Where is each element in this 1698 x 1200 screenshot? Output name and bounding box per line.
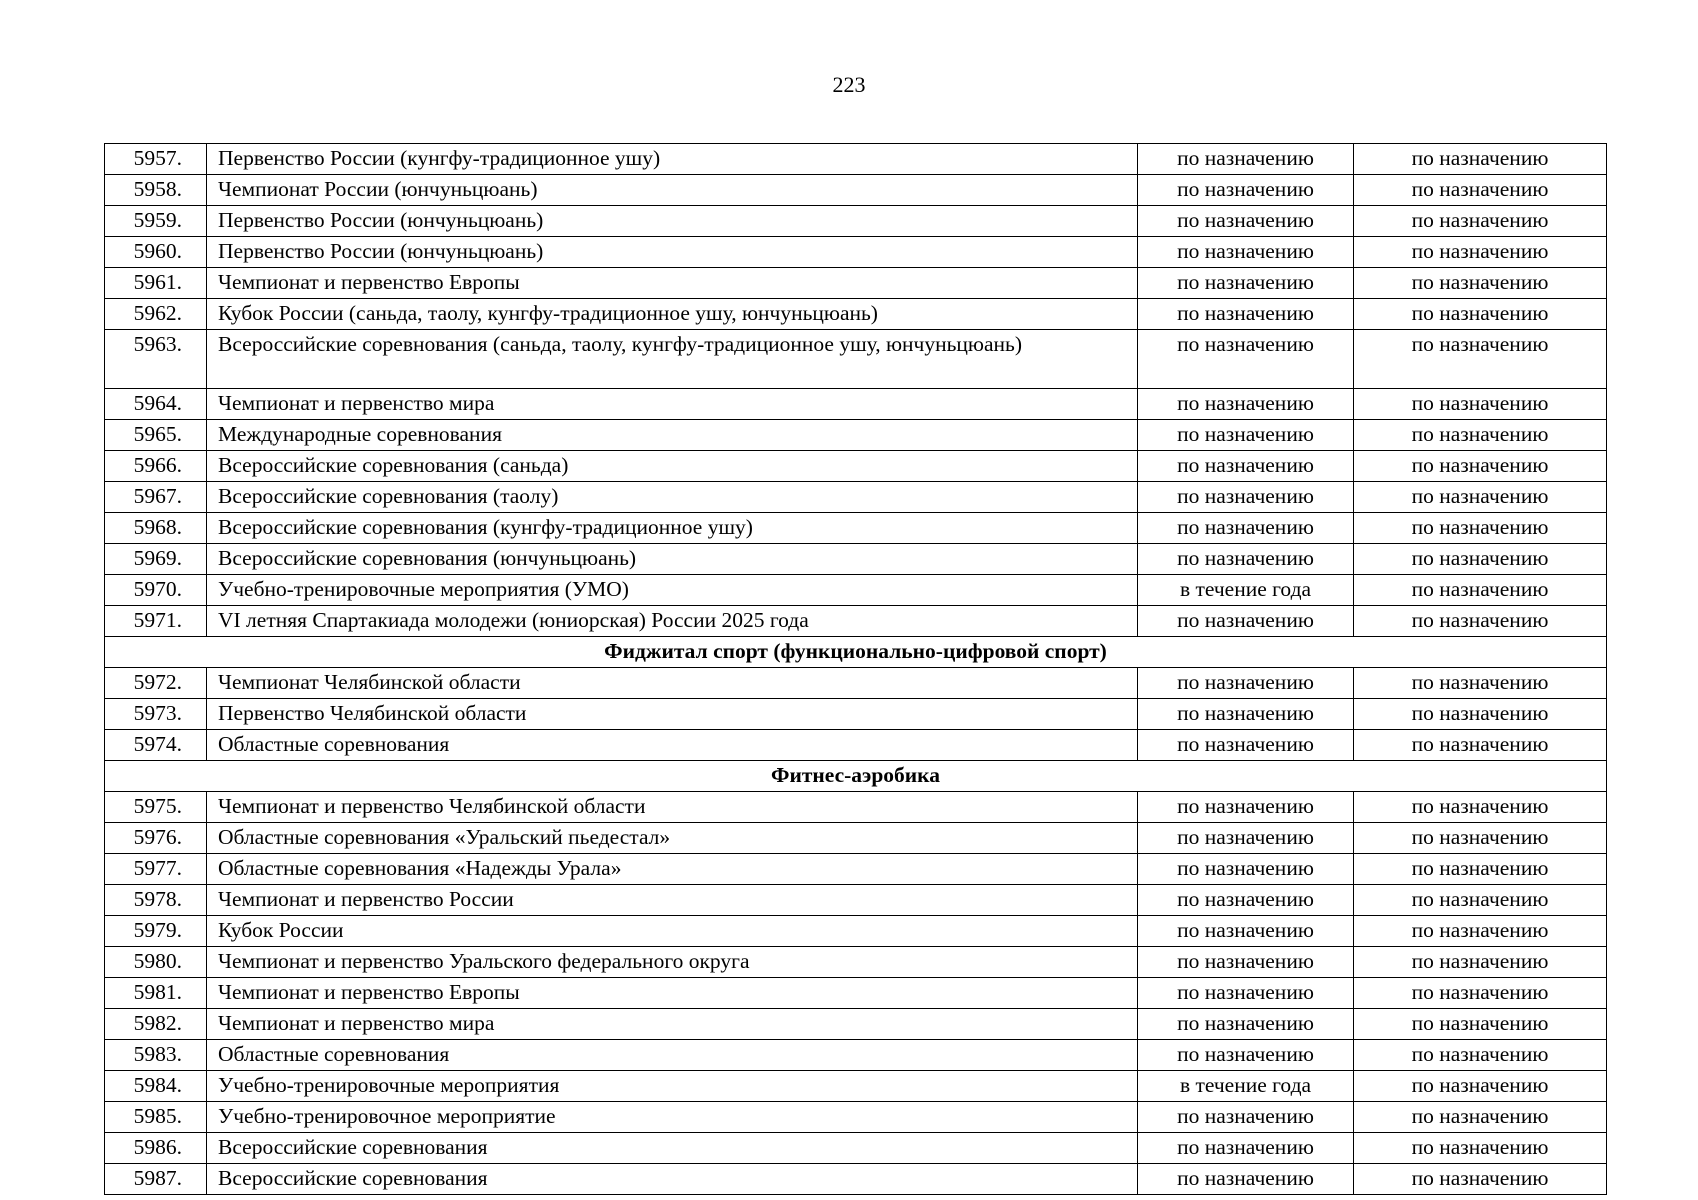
event-date: по назначению	[1138, 885, 1354, 916]
event-name: Всероссийские соревнования (таолу)	[207, 482, 1138, 513]
event-name: Международные соревнования	[207, 420, 1138, 451]
row-number: 5959.	[105, 206, 207, 237]
event-name: Всероссийские соревнования (саньда, таолу, кунгфу-традиционное ушу, юнчуньцюань)	[207, 330, 1138, 389]
table-row	[105, 978, 1607, 1009]
row-number: 5962.	[105, 299, 207, 330]
event-date: по назначению	[1138, 389, 1354, 420]
row-number: 5986.	[105, 1133, 207, 1164]
event-place: по назначению	[1354, 389, 1607, 420]
row-number: 5961.	[105, 268, 207, 299]
event-date: в течение года	[1138, 1071, 1354, 1102]
row-number: 5957.	[105, 144, 207, 175]
event-name: Учебно-тренировочные мероприятия (УМО)	[207, 575, 1138, 606]
event-name: VI летняя Спартакиада молодежи (юниорская) России 2025 года	[207, 606, 1138, 637]
section-header-row	[105, 761, 1607, 792]
section-header-row	[105, 637, 1607, 668]
table-row	[105, 916, 1607, 947]
row-number: 5975.	[105, 792, 207, 823]
table-row	[105, 668, 1607, 699]
event-name: Чемпионат и первенство мира	[207, 389, 1138, 420]
table-row	[105, 389, 1607, 420]
event-date: по назначению	[1138, 854, 1354, 885]
table-row	[105, 206, 1607, 237]
event-name: Всероссийские соревнования	[207, 1133, 1138, 1164]
row-number: 5987.	[105, 1164, 207, 1195]
row-number: 5968.	[105, 513, 207, 544]
event-name: Первенство России (юнчуньцюань)	[207, 237, 1138, 268]
table-row	[105, 1133, 1607, 1164]
event-date: по назначению	[1138, 330, 1354, 389]
row-number: 5972.	[105, 668, 207, 699]
event-name: Чемпионат Челябинской области	[207, 668, 1138, 699]
event-name: Чемпионат и первенство мира	[207, 1009, 1138, 1040]
event-name: Областные соревнования «Уральский пьедестал»	[207, 823, 1138, 854]
section-title: Фиджитал спорт (функционально-цифровой спорт)	[105, 637, 1607, 668]
table-row	[105, 544, 1607, 575]
event-place: по назначению	[1354, 1071, 1607, 1102]
event-date: по назначению	[1138, 668, 1354, 699]
page-number: 223	[832, 72, 866, 97]
event-date: по назначению	[1138, 978, 1354, 1009]
table-row	[105, 947, 1607, 978]
table-row	[105, 420, 1607, 451]
row-number: 5964.	[105, 389, 207, 420]
table-row	[105, 237, 1607, 268]
event-date: по назначению	[1138, 299, 1354, 330]
table-row	[105, 699, 1607, 730]
event-place: по назначению	[1354, 206, 1607, 237]
events-table	[104, 143, 1607, 1195]
event-place: по назначению	[1354, 330, 1607, 389]
events-table-body	[105, 144, 1607, 1195]
event-date: по назначению	[1138, 1040, 1354, 1071]
event-date: по назначению	[1138, 792, 1354, 823]
event-name: Областные соревнования	[207, 1040, 1138, 1071]
row-number: 5982.	[105, 1009, 207, 1040]
event-date: по назначению	[1138, 730, 1354, 761]
event-date: по назначению	[1138, 420, 1354, 451]
event-place: по назначению	[1354, 1009, 1607, 1040]
event-date: по назначению	[1138, 451, 1354, 482]
event-date: по назначению	[1138, 513, 1354, 544]
row-number: 5973.	[105, 699, 207, 730]
row-number: 5985.	[105, 1102, 207, 1133]
event-date: по назначению	[1138, 1164, 1354, 1195]
event-place: по назначению	[1354, 175, 1607, 206]
row-number: 5983.	[105, 1040, 207, 1071]
event-name: Всероссийские соревнования (саньда)	[207, 451, 1138, 482]
event-name: Чемпионат и первенство Челябинской области	[207, 792, 1138, 823]
event-date: по назначению	[1138, 1009, 1354, 1040]
table-row	[105, 144, 1607, 175]
event-name: Первенство России (кунгфу-традиционное ушу)	[207, 144, 1138, 175]
event-name: Чемпионат России (юнчуньцюань)	[207, 175, 1138, 206]
row-number: 5969.	[105, 544, 207, 575]
table-row	[105, 1164, 1607, 1195]
event-date: по назначению	[1138, 206, 1354, 237]
event-place: по назначению	[1354, 606, 1607, 637]
row-number: 5971.	[105, 606, 207, 637]
row-number: 5967.	[105, 482, 207, 513]
table-row	[105, 451, 1607, 482]
row-number: 5970.	[105, 575, 207, 606]
event-place: по назначению	[1354, 1040, 1607, 1071]
row-number: 5965.	[105, 420, 207, 451]
event-name: Первенство России (юнчуньцюань)	[207, 206, 1138, 237]
row-number: 5979.	[105, 916, 207, 947]
section-title: Фитнес-аэробика	[105, 761, 1607, 792]
event-name: Чемпионат и первенство Европы	[207, 978, 1138, 1009]
event-name: Учебно-тренировочное мероприятие	[207, 1102, 1138, 1133]
event-place: по назначению	[1354, 916, 1607, 947]
row-number: 5958.	[105, 175, 207, 206]
event-date: по назначению	[1138, 544, 1354, 575]
event-place: по назначению	[1354, 823, 1607, 854]
event-date: по назначению	[1138, 144, 1354, 175]
event-name: Всероссийские соревнования (кунгфу-традиционное ушу)	[207, 513, 1138, 544]
event-place: по назначению	[1354, 854, 1607, 885]
event-name: Чемпионат и первенство Уральского федерального округа	[207, 947, 1138, 978]
event-date: по назначению	[1138, 699, 1354, 730]
event-place: по назначению	[1354, 792, 1607, 823]
event-date: по назначению	[1138, 823, 1354, 854]
table-row	[105, 513, 1607, 544]
event-date: по назначению	[1138, 606, 1354, 637]
event-date: по назначению	[1138, 268, 1354, 299]
event-place: по назначению	[1354, 420, 1607, 451]
event-place: по назначению	[1354, 1164, 1607, 1195]
row-number: 5960.	[105, 237, 207, 268]
event-place: по назначению	[1354, 699, 1607, 730]
event-date: в течение года	[1138, 575, 1354, 606]
table-row	[105, 730, 1607, 761]
event-date: по назначению	[1138, 947, 1354, 978]
table-row	[105, 885, 1607, 916]
event-date: по назначению	[1138, 175, 1354, 206]
row-number: 5984.	[105, 1071, 207, 1102]
table-row	[105, 1071, 1607, 1102]
row-number: 5974.	[105, 730, 207, 761]
event-place: по назначению	[1354, 1133, 1607, 1164]
row-number: 5963.	[105, 330, 207, 389]
event-place: по назначению	[1354, 978, 1607, 1009]
event-place: по назначению	[1354, 544, 1607, 575]
event-place: по назначению	[1354, 885, 1607, 916]
event-name: Учебно-тренировочные мероприятия	[207, 1071, 1138, 1102]
event-name: Чемпионат и первенство России	[207, 885, 1138, 916]
event-date: по назначению	[1138, 482, 1354, 513]
event-place: по назначению	[1354, 1102, 1607, 1133]
event-place: по назначению	[1354, 299, 1607, 330]
event-place: по назначению	[1354, 947, 1607, 978]
table-row	[105, 268, 1607, 299]
event-place: по назначению	[1354, 144, 1607, 175]
event-place: по назначению	[1354, 268, 1607, 299]
table-row	[105, 175, 1607, 206]
event-date: по назначению	[1138, 916, 1354, 947]
event-name: Всероссийские соревнования	[207, 1164, 1138, 1195]
table-row	[105, 330, 1607, 389]
event-name: Чемпионат и первенство Европы	[207, 268, 1138, 299]
event-name: Первенство Челябинской области	[207, 699, 1138, 730]
table-row	[105, 482, 1607, 513]
table-row	[105, 299, 1607, 330]
event-place: по назначению	[1354, 575, 1607, 606]
event-date: по назначению	[1138, 237, 1354, 268]
table-row	[105, 854, 1607, 885]
row-number: 5980.	[105, 947, 207, 978]
table-row	[105, 1040, 1607, 1071]
event-place: по назначению	[1354, 451, 1607, 482]
event-place: по назначению	[1354, 513, 1607, 544]
event-place: по назначению	[1354, 730, 1607, 761]
event-name: Кубок России	[207, 916, 1138, 947]
event-name: Областные соревнования «Надежды Урала»	[207, 854, 1138, 885]
event-date: по назначению	[1138, 1133, 1354, 1164]
row-number: 5978.	[105, 885, 207, 916]
event-name: Кубок России (саньда, таолу, кунгфу-традиционное ушу, юнчуньцюань)	[207, 299, 1138, 330]
table-row	[105, 606, 1607, 637]
table-row	[105, 1102, 1607, 1133]
table-row	[105, 575, 1607, 606]
row-number: 5976.	[105, 823, 207, 854]
table-row	[105, 792, 1607, 823]
event-date: по назначению	[1138, 1102, 1354, 1133]
event-place: по назначению	[1354, 237, 1607, 268]
event-place: по назначению	[1354, 668, 1607, 699]
event-name: Всероссийские соревнования (юнчуньцюань)	[207, 544, 1138, 575]
table-row	[105, 1009, 1607, 1040]
row-number: 5981.	[105, 978, 207, 1009]
event-place: по назначению	[1354, 482, 1607, 513]
table-row	[105, 823, 1607, 854]
event-name: Областные соревнования	[207, 730, 1138, 761]
row-number: 5966.	[105, 451, 207, 482]
row-number: 5977.	[105, 854, 207, 885]
